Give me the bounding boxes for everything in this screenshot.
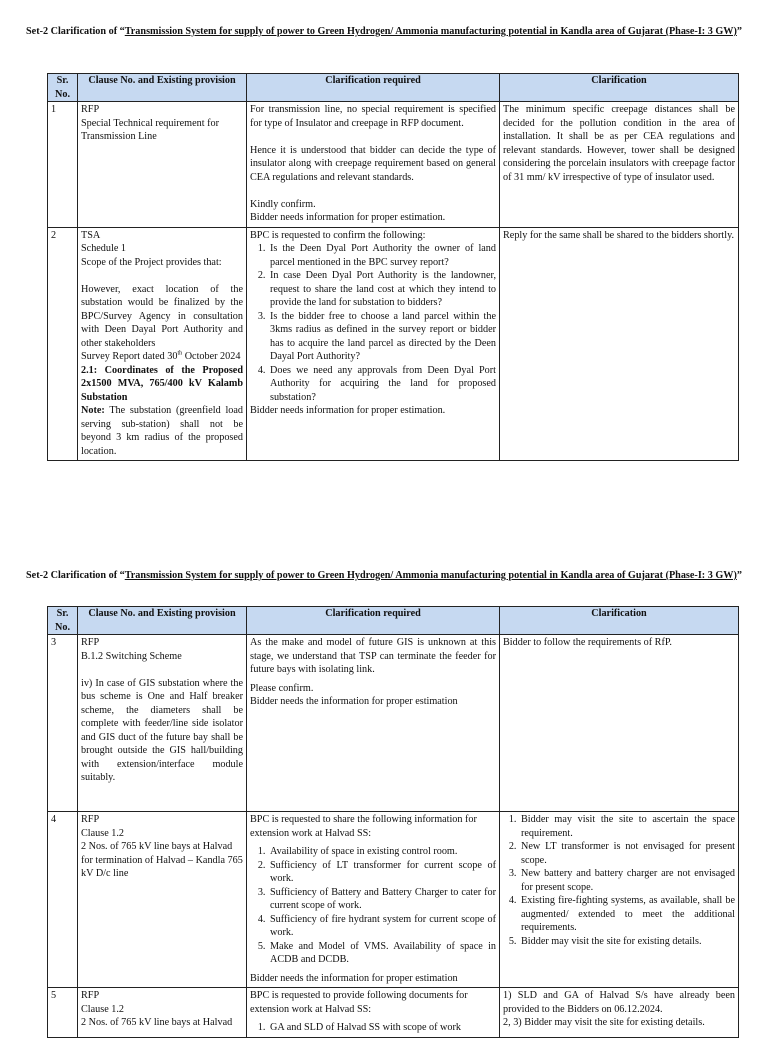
row-sr: 5 [48, 988, 78, 1038]
row-sr: 2 [48, 227, 78, 461]
clause-line: Schedule 1 [81, 243, 126, 254]
clause-line: Clause 1.2 [81, 1003, 125, 1015]
list-item: 2. New LT transformer is not envisaged for present scope. [519, 840, 735, 867]
col-header-required: Clarification required [247, 607, 500, 635]
clarification-table-1 [47, 73, 739, 461]
row-clause [78, 988, 247, 1038]
clarification-list [503, 813, 735, 948]
col-header-sr: Sr. No. [48, 607, 78, 635]
required-text: Bidder needs information for proper estimation. [250, 405, 446, 416]
col-header-sr: Sr. No. [48, 74, 78, 102]
required-text: Hence it is understood that bidder can decide the type of insulator along with creepage requirement based on general CEA regulations and relevant standards. [250, 144, 496, 183]
col-header-clarification: Clarification [500, 607, 739, 635]
clause-line: iv) In case of GIS substation where the bus scheme is One and Half breaker scheme, the diameters shall be complete with feeder/line side isolator and GIS duct of the future bay shall be brought outside the GIS hall/building with extension/interface module suitably. [81, 677, 243, 783]
table-header-row [48, 607, 739, 635]
row-clause [78, 635, 247, 812]
note-label: Note: [81, 405, 105, 416]
list-item: 2. Sufficiency of LT transformer for current scope of work. [268, 859, 496, 886]
section-heading-1 [26, 25, 750, 39]
clause-line: B.1.2 Switching Scheme [81, 650, 182, 662]
required-text: BPC is requested to share the following information for extension work at Halvad SS: [250, 814, 477, 839]
survey-text: October 2024 [182, 351, 241, 362]
col-header-clause: Clause No. and Existing provision [78, 607, 247, 635]
list-item: 4. Does we need any approvals from Deen Dyal Port Authority for acquiring the land for proposed substation? [268, 364, 496, 405]
clause-line: RFP [81, 814, 100, 825]
heading-title: Transmission System for supply of power to Green Hydrogen/ Ammonia manufacturing potential in Kandla area of Gujarat (Phase-I: 3 GW) [124, 26, 737, 37]
clause-line: RFP [81, 104, 100, 115]
survey-text: Survey Report dated 30 [81, 351, 178, 362]
clause-line: Clause 1.2 [81, 827, 125, 839]
list-item: 1. Is the Deen Dyal Port Authority the owner of land parcel mentioned in the BPC survey report? [268, 242, 496, 269]
required-list [250, 1021, 496, 1035]
required-text: Bidder needs information for proper estimation. [250, 212, 446, 223]
note-text: The substation (greenfield load serving sub-station) shall not be beyond 3 km radius of the proposed location. [81, 405, 243, 457]
clause-line: Scope of the Project provides that: [81, 256, 222, 268]
row-clause [78, 812, 247, 988]
heading-prefix: Set-2 Clarification of “ [26, 26, 125, 37]
table-row [48, 812, 739, 988]
clause-line: 2 Nos. of 765 kV line bays at Halvad for termination of Halvad – Kandla 765 kV D/c line [81, 841, 243, 879]
row-clarification: The minimum specific creepage distances shall be decided for the pollution condition in the area of installation. It shall be as per CEA regulations and relevant standards. However, tower shall be designed considering the porcelain insulators with creepage factor of 31 mm/ kV irrespective of type of insulator used. [500, 102, 739, 228]
heading-prefix: Set-2 Clarification of “ [26, 570, 125, 581]
required-list [250, 242, 496, 404]
list-item: 4. Sufficiency of fire hydrant system for current scope of work. [268, 913, 496, 940]
clause-bold: 2.1: Coordinates of the Proposed 2x1500 MVA, 765/400 kV Kalamb Substation [81, 364, 243, 403]
row-sr: 3 [48, 635, 78, 812]
row-sr: 4 [48, 812, 78, 988]
row-required [247, 812, 500, 988]
list-item: 1. Bidder may visit the site to ascertain the space requirement. [519, 813, 735, 840]
required-text: As the make and model of future GIS is unknown at this stage, we understand that TSP can terminate the feeder for future bays with isolating link. [250, 637, 496, 675]
table-header-row [48, 74, 739, 102]
list-item: 1. GA and SLD of Halvad SS with scope of work [268, 1021, 496, 1035]
list-item: 1. Availability of space in existing control room. [268, 845, 496, 859]
row-clarification: Bidder to follow the requirements of RfP. [500, 635, 739, 812]
row-required [247, 635, 500, 812]
required-text: Please confirm. [250, 682, 314, 694]
row-required [247, 988, 500, 1038]
list-item: 3. Sufficiency of Battery and Battery Charger to cater for current scope of work. [268, 886, 496, 913]
clarification-text: 1) SLD and GA of Halvad S/s have already been provided to the Bidders on 06.12.2024. [503, 990, 735, 1015]
row-required [247, 227, 500, 461]
clarification-table-2 [47, 606, 739, 1038]
list-item: 5. Make and Model of VMS. Availability of space in ACDB and DCDB. [268, 940, 496, 967]
list-item: 3. New battery and battery charger are not envisaged for present scope. [519, 867, 735, 894]
clause-line: 2 Nos. of 765 kV line bays at Halvad [81, 1017, 233, 1028]
clause-line: However, exact location of the substation would be finalized by the BPC/Survey Agency in consultation with Deen Dayal Port Authority and other stakeholders [81, 283, 243, 349]
required-text: BPC is requested to provide following documents for extension work at Halvad SS: [250, 990, 468, 1015]
col-header-clause: Clause No. and Existing provision [78, 74, 247, 102]
col-header-required: Clarification required [247, 74, 500, 102]
required-text: Bidder needs the information for proper estimation [250, 972, 458, 984]
clarification-text: 2, 3) Bidder may visit the site for existing details. [503, 1017, 705, 1028]
required-text: For transmission line, no special requirement is specified for type of Insulator and creepage in RFP document. [250, 104, 496, 129]
clause-line: RFP [81, 637, 100, 648]
table-row [48, 988, 739, 1038]
section-heading-2 [26, 569, 750, 583]
survey-sup: th [177, 350, 183, 357]
row-clarification: Reply for the same shall be shared to the bidders shortly. [500, 227, 739, 461]
clause-line: Special Technical requirement for Transmission Line [81, 117, 219, 142]
list-item: 5. Bidder may visit the site for existing details. [519, 935, 735, 949]
col-header-clarification: Clarification [500, 74, 739, 102]
required-text: BPC is requested to confirm the following: [250, 229, 426, 241]
table-row [48, 102, 739, 228]
row-required [247, 102, 500, 228]
list-item: 3. Is the bidder free to choose a land parcel within the 3kms radius as defined in the survey report or bidder has to acquire the land parcel as directed by the Deen Dayal Port Authority? [268, 310, 496, 364]
heading-title: Transmission System for supply of power to Green Hydrogen/ Ammonia manufacturing potential in Kandla area of Gujarat (Phase-I: 3 GW) [124, 570, 737, 581]
list-item: 2. In case Deen Dyal Port Authority is the landowner, request to share the land cost at which they intend to provide the land for substation to bidders? [268, 269, 496, 310]
clause-line [81, 350, 243, 364]
required-list [250, 845, 496, 967]
row-clause [78, 227, 247, 461]
required-text: Bidder needs the information for proper estimation [250, 696, 458, 707]
table-row [48, 635, 739, 812]
clause-line: RFP [81, 990, 100, 1001]
table-row [48, 227, 739, 461]
row-clause [78, 102, 247, 228]
heading-suffix: ” [736, 26, 742, 37]
clause-note [81, 404, 243, 458]
required-text: Kindly confirm. [250, 198, 316, 210]
clause-line: TSA [81, 229, 101, 241]
list-item: 4. Existing fire-fighting systems, as available, shall be augmented/ extended to meet the additional requirements. [519, 894, 735, 935]
row-clarification [500, 812, 739, 988]
row-sr: 1 [48, 102, 78, 228]
row-clarification [500, 988, 739, 1038]
heading-suffix: ” [736, 570, 742, 581]
